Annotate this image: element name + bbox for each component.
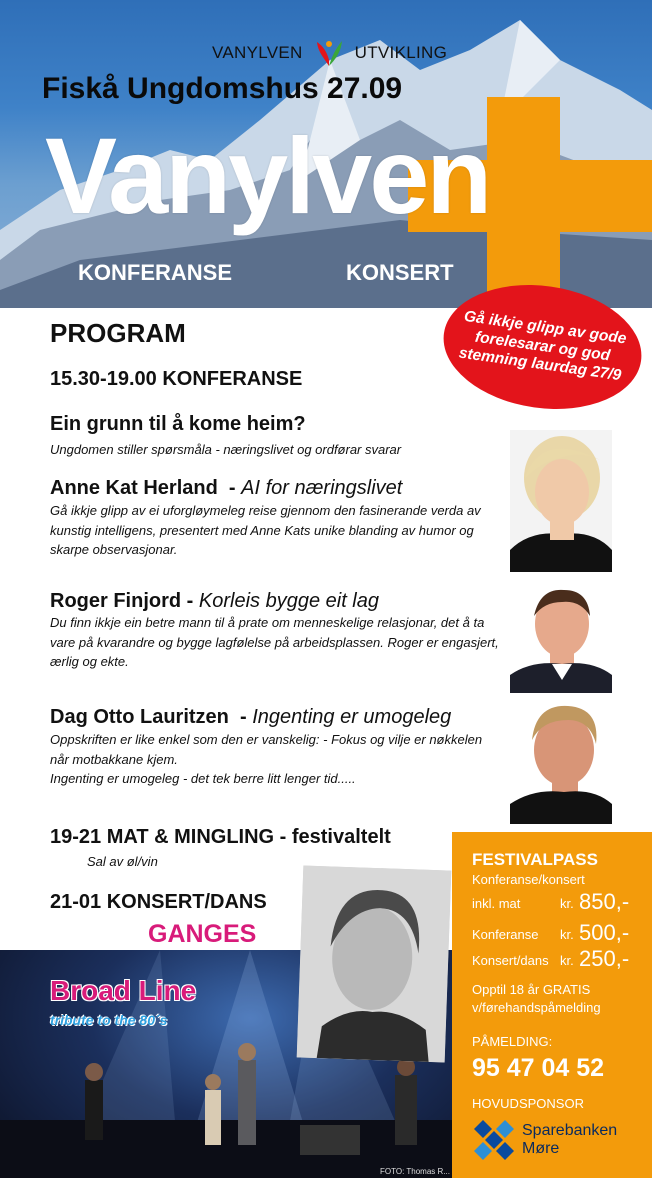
speaker-description bbox=[50, 730, 500, 789]
event-title: Vanylven bbox=[45, 115, 490, 236]
sponsor-name-line: Møre bbox=[522, 1140, 560, 1158]
portrait-roger-finjord bbox=[510, 580, 612, 693]
sparebanken-logo-icon bbox=[472, 1118, 516, 1162]
promo-badge-text: Gå ikkje glipp av gode forelesarar og god stemning laurdag 27/9 bbox=[457, 307, 628, 385]
price-amount: 500,- bbox=[579, 920, 630, 945]
speaker-name: Dag Otto Lauritzen bbox=[50, 706, 229, 728]
venue-date: Fiskå Ungdomshus 27.09 bbox=[42, 72, 403, 105]
sponsor-name bbox=[522, 1122, 617, 1159]
speaker-description-line: Ingenting er umogeleg - det tek berre litt lenger tid..... bbox=[50, 771, 356, 786]
speaker-topic: AI for næringslivet bbox=[241, 477, 403, 499]
org-logo-icon bbox=[314, 38, 344, 68]
preregistration-note: v/førehandspåmelding bbox=[472, 1000, 601, 1015]
session-description: Ungdomen stiller spørsmåla - næringslivet og ordførar svarar bbox=[50, 442, 402, 457]
speaker-heading bbox=[50, 706, 451, 729]
price-label: Konferanse bbox=[472, 927, 539, 942]
price-amount: 250,- bbox=[579, 946, 630, 971]
festival-pass-title: FESTIVALPASS bbox=[472, 850, 598, 869]
food-mingling-heading: 19-21 MAT & MINGLING - festivaltelt bbox=[50, 826, 391, 848]
program-title: PROGRAM bbox=[50, 318, 186, 348]
speaker-topic: Ingenting er umogeleg bbox=[252, 706, 452, 728]
portrait-ganges bbox=[297, 865, 452, 1062]
food-mingling-note: Sal av øl/vin bbox=[87, 854, 158, 869]
price-currency: kr. bbox=[560, 927, 574, 942]
speaker-heading bbox=[50, 590, 379, 613]
festival-pass-subtitle: Konferanse/konsert bbox=[472, 872, 585, 887]
portrait-anne-kat-herland bbox=[510, 430, 612, 572]
speaker-description: Du finn ikkje ein betre mann til å prate om menneskelige relasjonar, det å ta vare på kvarandre og bygge lagfølelse på arbeidsplassen. Roger er engasjert, ærlig og ekte. bbox=[50, 615, 499, 669]
signup-phone[interactable]: 95 47 04 52 bbox=[472, 1054, 605, 1082]
portrait-dag-otto-lauritzen bbox=[510, 700, 612, 824]
price-currency: kr. bbox=[560, 896, 574, 911]
speaker-name: Anne Kat Herland bbox=[50, 477, 218, 499]
subtitle-konferanse: KONFERANSE bbox=[78, 260, 233, 285]
price-row bbox=[472, 946, 647, 971]
header-banner bbox=[0, 0, 652, 308]
conference-time: 15.30-19.00 KONFERANSE bbox=[50, 368, 303, 390]
free-under-18-note: Opptil 18 år GRATIS bbox=[472, 982, 591, 997]
festival-pass-panel bbox=[452, 832, 652, 1178]
session-heading: Ein grunn til å kome heim? bbox=[50, 413, 306, 435]
speaker-name: Roger Finjord bbox=[50, 590, 182, 612]
price-row bbox=[472, 920, 647, 945]
speaker-separator: - bbox=[217, 477, 242, 499]
price-label: inkl. mat bbox=[472, 896, 521, 911]
price-currency: kr. bbox=[560, 953, 574, 968]
price-row bbox=[472, 889, 647, 914]
speaker-separator: - bbox=[228, 706, 253, 728]
org-name bbox=[212, 38, 447, 68]
org-name-right: UTVIKLING bbox=[354, 43, 448, 62]
signup-label: PÅMELDING: bbox=[472, 1034, 553, 1049]
band-broad-line-subtitle: tribute to the 80´s bbox=[50, 1012, 168, 1028]
subtitle-konsert: KONSERT bbox=[346, 260, 454, 285]
speaker-description-line: Oppskriften er like enkel som den er vanskelig: - Fokus og vilje er nøkkelen når motbakkane kjem. bbox=[50, 732, 483, 767]
price-label: Konsert/dans bbox=[472, 953, 549, 968]
main-sponsor-label: HOVUDSPONSOR bbox=[472, 1096, 584, 1111]
org-name-left: VANYLVEN bbox=[212, 43, 303, 62]
speaker-topic: Korleis bygge eit lag bbox=[198, 590, 379, 612]
sponsor-name-line: Sparebanken bbox=[522, 1122, 618, 1139]
band-broad-line: Broad Line bbox=[50, 975, 197, 1006]
band-ganges: GANGES bbox=[148, 920, 257, 948]
speaker-heading bbox=[50, 477, 402, 500]
speaker-description: Gå ikkje glipp av ei uforgløymeleg reise gjennom den fasinerande verda av kunstig intelligens, presentert med Anne Kats unike blanding av humor og skarpe observasjonar. bbox=[50, 503, 481, 557]
concert-heading: 21-01 KONSERT/DANS bbox=[50, 891, 267, 913]
speaker-separator: - bbox=[181, 590, 199, 612]
price-amount: 850,- bbox=[579, 889, 630, 914]
photo-credit: FOTO: Thomas R... bbox=[380, 1167, 450, 1176]
